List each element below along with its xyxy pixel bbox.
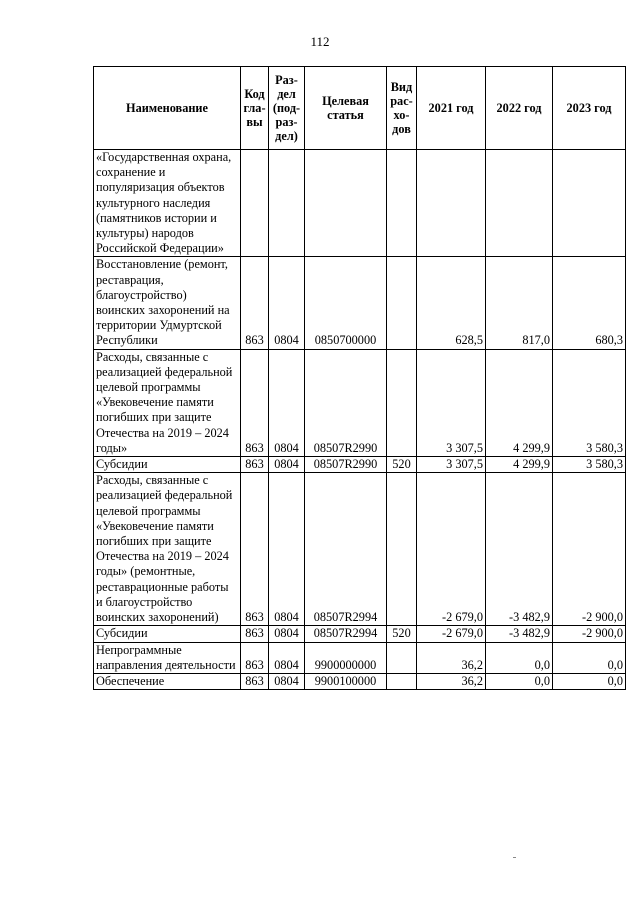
- page-number: 112: [310, 34, 330, 49]
- row-2022: 817,0: [486, 257, 553, 349]
- row-target: 08507R2990: [305, 349, 387, 456]
- header-target: Целевая статья: [305, 67, 387, 150]
- row-2021: 36,2: [417, 642, 486, 673]
- row-2023: 3 580,3: [553, 349, 626, 456]
- row-name: Непрограммные направления деятельности: [94, 642, 241, 673]
- row-type: [387, 257, 417, 349]
- row-2023: 3 580,3: [553, 457, 626, 473]
- table-row: [94, 150, 626, 257]
- row-code: 863: [241, 457, 269, 473]
- table-row: [94, 257, 626, 349]
- row-target: 0850700000: [305, 257, 387, 349]
- row-section: 0804: [269, 473, 305, 626]
- row-2022: -3 482,9: [486, 473, 553, 626]
- row-name: Расходы, связанные с реализацией федеральной целевой программы «Увековечение памяти погибших при защите Отечества на 2019 – 2024 годы» (ремонтные, реставрационные работы и благоустройство воинских захоронений): [94, 473, 241, 626]
- header-2023: 2023 год: [553, 67, 626, 150]
- scan-speck: [513, 857, 516, 858]
- row-target: 08507R2990: [305, 457, 387, 473]
- table-row: [94, 349, 626, 456]
- row-2022: [486, 150, 553, 257]
- row-type: [387, 349, 417, 456]
- row-section: 0804: [269, 642, 305, 673]
- row-type: [387, 473, 417, 626]
- row-type: [387, 673, 417, 689]
- row-2022: -3 482,9: [486, 626, 553, 642]
- row-2021: 3 307,5: [417, 349, 486, 456]
- row-name: Расходы, связанные с реализацией федеральной целевой программы «Увековечение памяти погибших при защите Отечества на 2019 – 2024 годы»: [94, 349, 241, 456]
- row-2022: 4 299,9: [486, 349, 553, 456]
- row-name: Обеспечение: [94, 673, 241, 689]
- row-2023: 680,3: [553, 257, 626, 349]
- row-2021: 36,2: [417, 673, 486, 689]
- row-2022: 4 299,9: [486, 457, 553, 473]
- row-2021: -2 679,0: [417, 626, 486, 642]
- row-target: [305, 150, 387, 257]
- row-2021: 3 307,5: [417, 457, 486, 473]
- row-2021: [417, 150, 486, 257]
- header-code: Код гла- вы: [241, 67, 269, 150]
- row-section: 0804: [269, 349, 305, 456]
- table-row: [94, 673, 626, 689]
- row-2023: -2 900,0: [553, 626, 626, 642]
- row-code: 863: [241, 626, 269, 642]
- row-2023: 0,0: [553, 642, 626, 673]
- row-type: [387, 150, 417, 257]
- row-section: 0804: [269, 457, 305, 473]
- row-code: [241, 150, 269, 257]
- row-code: 863: [241, 473, 269, 626]
- row-section: 0804: [269, 257, 305, 349]
- table-row: [94, 642, 626, 673]
- row-name: Субсидии: [94, 626, 241, 642]
- row-code: 863: [241, 257, 269, 349]
- budget-table: [93, 66, 626, 690]
- table-row: [94, 473, 626, 626]
- header-2022: 2022 год: [486, 67, 553, 150]
- row-code: 863: [241, 673, 269, 689]
- row-2021: -2 679,0: [417, 473, 486, 626]
- header-2021: 2021 год: [417, 67, 486, 150]
- header-row: [94, 67, 626, 150]
- row-2022: 0,0: [486, 673, 553, 689]
- row-type: 520: [387, 626, 417, 642]
- row-target: 08507R2994: [305, 626, 387, 642]
- header-section: Раз- дел (под- раз- дел): [269, 67, 305, 150]
- header-name: Наименование: [94, 67, 241, 150]
- row-name: Восстановление (ремонт, реставрация, благоустройство) воинских захоронений на территории Удмуртской Республики: [94, 257, 241, 349]
- row-2023: -2 900,0: [553, 473, 626, 626]
- header-type: Вид рас- хо- дов: [387, 67, 417, 150]
- row-type: 520: [387, 457, 417, 473]
- row-section: 0804: [269, 673, 305, 689]
- row-2023: 0,0: [553, 673, 626, 689]
- row-2023: [553, 150, 626, 257]
- table-row: [94, 457, 626, 473]
- row-target: 9900000000: [305, 642, 387, 673]
- row-type: [387, 642, 417, 673]
- row-code: 863: [241, 349, 269, 456]
- row-target: 9900100000: [305, 673, 387, 689]
- row-name: Субсидии: [94, 457, 241, 473]
- row-2021: 628,5: [417, 257, 486, 349]
- row-section: 0804: [269, 626, 305, 642]
- row-target: 08507R2994: [305, 473, 387, 626]
- row-name: «Государственная охрана, сохранение и популяризация объектов культурного наследия (памятников истории и культуры) народов Российской Федерации»: [94, 150, 241, 257]
- table-row: [94, 626, 626, 642]
- row-2022: 0,0: [486, 642, 553, 673]
- row-section: [269, 150, 305, 257]
- row-code: 863: [241, 642, 269, 673]
